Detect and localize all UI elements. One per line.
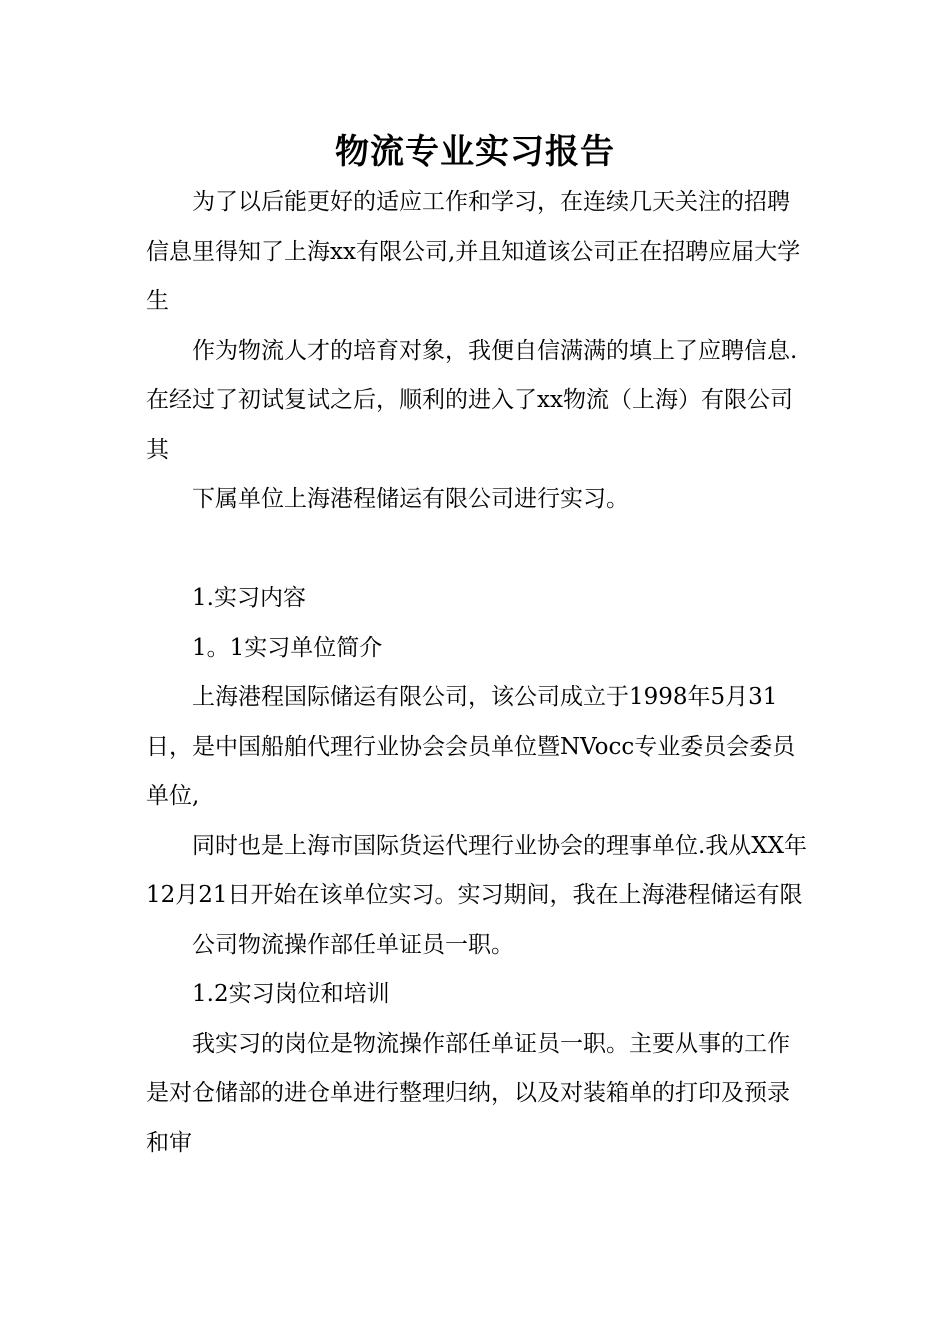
- paragraph: 同时也是上海市国际货运代理行业协会的理事单位.我从XX年12月21日开始在该单位实习。实习期间，我在上海港程储运有限: [146, 832, 808, 908]
- section-heading: 1.实习内容: [192, 585, 306, 611]
- paragraph: 公司物流操作部任单证员一职。: [192, 931, 514, 958]
- subsection-heading: 1.2实习岗位和培训: [192, 981, 390, 1007]
- subsection-heading: 1。1实习单位简介: [192, 634, 383, 661]
- paragraph: 下属单位上海港程储运有限公司进行实习。: [192, 486, 629, 512]
- paragraph: 为了以后能更好的适应工作和学习，在连续几天关注的招聘信息里得知了上海xx有限公司,并且知道该公司正在招聘应届大学生: [146, 189, 801, 314]
- blank-line: [146, 525, 808, 575]
- document-title: 物流专业实习报告: [335, 132, 615, 172]
- document-body: [146, 178, 808, 1168]
- paragraph: 作为物流人才的培育对象，我便自信满满的填上了应聘信息.在经过了初试复试之后，顺利的进入了xx物流（上海）有限公司其: [146, 337, 798, 463]
- paragraph: 我实习的岗位是物流操作部任单证员一职。主要从事的工作是对仓储部的进仓单进行整理归纳，以及对装箱单的打印及预录和审: [146, 1030, 790, 1156]
- paragraph: 上海港程国际储运有限公司，该公司成立于1998年5月31日，是中国船舶代理行业协会会员单位暨NVocc专业委员会委员单位,: [146, 684, 796, 809]
